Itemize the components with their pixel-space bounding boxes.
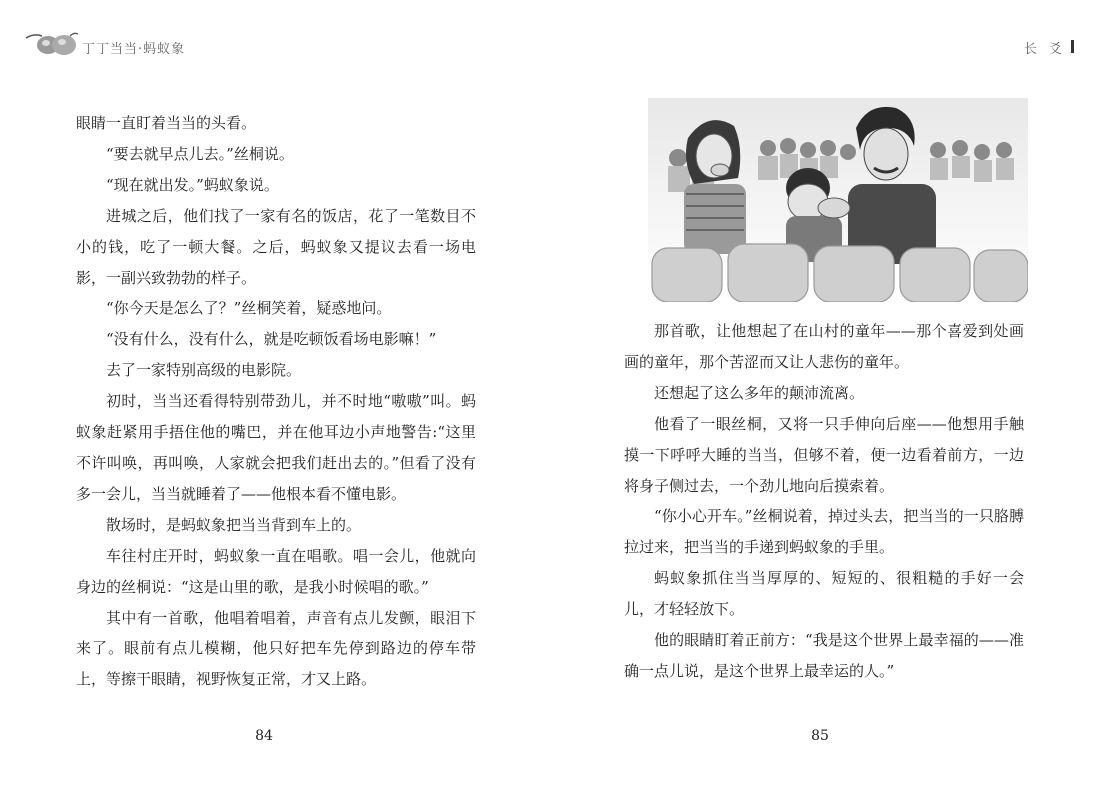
right-page-body xyxy=(624,316,1024,687)
header-marker xyxy=(1071,40,1074,53)
paragraph: 进城之后，他们找了一家有名的饭店，花了一笔数目不小的钱，吃了一顿大餐。之后，蚂蚁象又提议去看一场电影，一副兴致勃勃的样子。 xyxy=(76,206,476,287)
paragraph: 去了一家特别高级的电影院。 xyxy=(106,361,302,380)
paragraph: “要去就早点儿去。”丝桐说。 xyxy=(106,144,294,163)
paragraph: “现在就出发。”蚂蚁象说。 xyxy=(106,175,279,194)
paragraph: “没有什么，没有什么，就是吃顿饭看场电影嘛！” xyxy=(106,330,437,349)
chapter-title: 长 爻 xyxy=(1023,42,1066,57)
paragraph: 蚂蚁象抓住当当厚厚的、短短的、很粗糙的手好一会儿，才轻轻放下。 xyxy=(624,569,1024,619)
paragraph: 那首歌，让他想起了在山村的童年——那个喜爱到处画画的童年，那个苦涩而又让人悲伤的童年。 xyxy=(624,322,1024,371)
series-title: 丁丁当当·蚂蚁象 xyxy=(82,42,186,57)
paragraph: 车往村庄开时，蚂蚁象一直在唱歌。唱一会儿，他就向身边的丝桐说：“这是山里的歌，是我小时候唱的歌。” xyxy=(76,546,476,596)
paragraph: 初时，当当还看得特别带劲儿，并不时地“嗷嗷”叫。蚂蚁象赶紧用手捂住他的嘴巴，并在他耳边小声地警告:“这里不许叫唤，再叫唤，人家就会把我们赶出去的。”但看了没有多一会儿，当当就睡着了——他根本看不懂电影。 xyxy=(76,392,476,503)
gourd-logo-icon xyxy=(24,30,80,58)
page-number-right: 85 xyxy=(811,728,829,744)
paragraph: 其中有一首歌，他唱着唱着，声音有点儿发颤，眼泪下来了。眼前有点儿模糊，他只好把车先停到路边的停车带上，等擦干眼睛，视野恢复正常，才又上路。 xyxy=(76,608,476,689)
page-number-left: 84 xyxy=(255,728,273,744)
paragraph: “你今天是怎么了？”丝桐笑着，疑惑地问。 xyxy=(106,299,392,318)
paragraph: 他看了一眼丝桐，又将一只手伸向后座——他想用手触摸一下呼呼大睡的当当，但够不着，便一边看着前方，一边将身子侧过去，一个劲儿地向后摸索着。 xyxy=(624,414,1024,495)
paragraph: 眼睛一直盯着当当的头看。 xyxy=(76,114,257,132)
paragraph: “你小心开车。”丝桐说着，掉过头去，把当当的一只胳膊拉过来，把当当的手递到蚂蚁象的手里。 xyxy=(624,507,1024,557)
paragraph: 他的眼睛盯着正前方：“我是这个世界上最幸福的——准确一点儿说，是这个世界上最幸运的人。” xyxy=(624,631,1024,680)
paragraph: 散场时，是蚂蚁象把当当背到车上的。 xyxy=(106,515,362,534)
cinema-audience-illustration xyxy=(648,98,1028,302)
right-page xyxy=(548,0,1096,786)
left-page-body xyxy=(76,108,476,695)
paragraph: 还想起了这么多年的颠沛流离。 xyxy=(654,383,865,402)
